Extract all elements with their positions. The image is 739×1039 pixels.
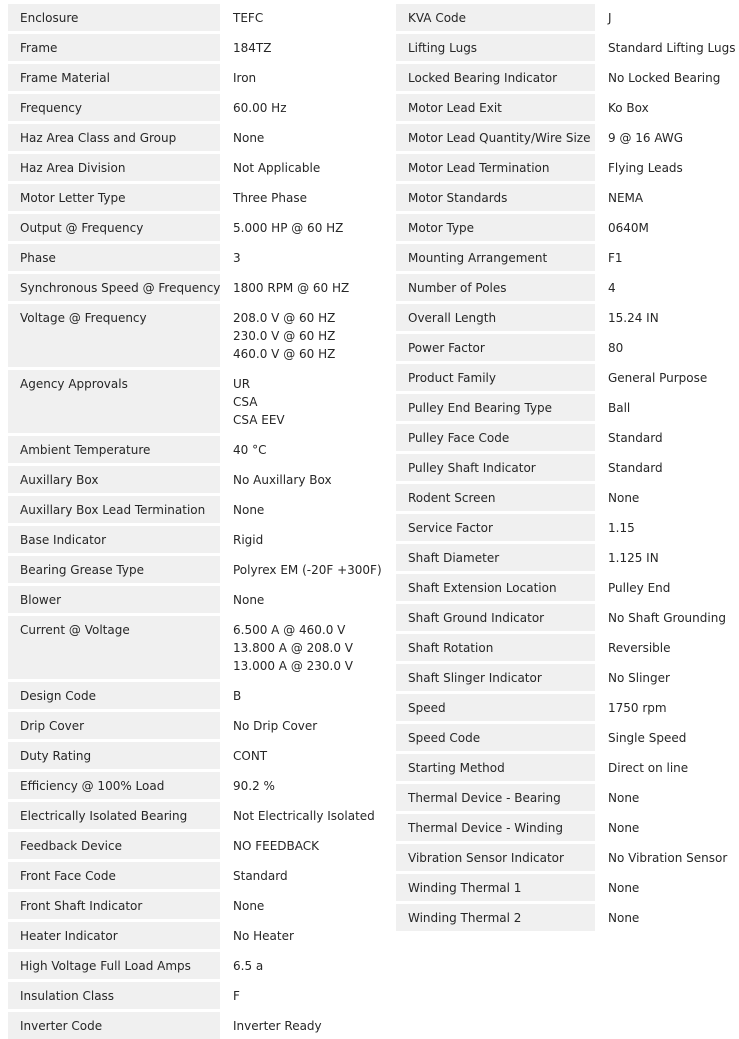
spec-value (595, 633, 739, 663)
spec-label: Phase (8, 243, 220, 273)
spec-row-motor-letter-type (8, 183, 358, 213)
spec-value-line: CONT (233, 747, 358, 765)
spec-value-line: 15.24 IN (608, 309, 739, 327)
spec-label: Design Code (8, 681, 220, 711)
spec-value (220, 921, 358, 951)
spec-row-speed (396, 693, 739, 723)
spec-value (595, 333, 739, 363)
spec-rows (8, 4, 358, 1039)
spec-value (220, 273, 358, 303)
spec-label: Output @ Frequency (8, 213, 220, 243)
spec-row-auxillary-box-lead-termination (8, 495, 358, 525)
spec-row-motor-standards (396, 183, 739, 213)
spec-value (595, 513, 739, 543)
spec-value (595, 843, 739, 873)
spec-value-line: 80 (608, 339, 739, 357)
spec-value-line: UR (233, 375, 358, 393)
spec-label: KVA Code (396, 4, 595, 33)
spec-row-agency-approvals (8, 369, 358, 435)
spec-label: Frequency (8, 93, 220, 123)
spec-row-base-indicator (8, 525, 358, 555)
spec-value-line: None (608, 789, 739, 807)
spec-label: Frame Material (8, 63, 220, 93)
spec-row-duty-rating (8, 741, 358, 771)
spec-value (595, 573, 739, 603)
spec-value-line: 6.5 a (233, 957, 358, 975)
spec-value (220, 495, 358, 525)
spec-value (220, 831, 358, 861)
spec-row-overall-length (396, 303, 739, 333)
spec-label: Agency Approvals (8, 369, 220, 435)
spec-row-motor-lead-quantity-wire-size (396, 123, 739, 153)
spec-label: Auxillary Box (8, 465, 220, 495)
spec-value (595, 723, 739, 753)
spec-value-line: General Purpose (608, 369, 739, 387)
spec-value (220, 93, 358, 123)
spec-value (595, 123, 739, 153)
spec-row-service-factor (396, 513, 739, 543)
spec-value (220, 369, 358, 435)
spec-value-line: 184TZ (233, 39, 358, 57)
spec-value (595, 393, 739, 423)
spec-row-thermal-device-bearing (396, 783, 739, 813)
spec-row-insulation-class (8, 981, 358, 1011)
spec-value-line: TEFC (233, 9, 358, 27)
spec-label: Mounting Arrangement (396, 243, 595, 273)
spec-value (220, 891, 358, 921)
spec-label: Winding Thermal 2 (396, 903, 595, 932)
spec-label: Ambient Temperature (8, 435, 220, 465)
spec-label: Motor Lead Exit (396, 93, 595, 123)
spec-label: Front Shaft Indicator (8, 891, 220, 921)
spec-label: Number of Poles (396, 273, 595, 303)
spec-value-line: 40 °C (233, 441, 358, 459)
spec-label: Locked Bearing Indicator (396, 63, 595, 93)
spec-row-front-shaft-indicator (8, 891, 358, 921)
spec-row-motor-type (396, 213, 739, 243)
spec-value-line: 1800 RPM @ 60 HZ (233, 279, 358, 297)
spec-value (220, 123, 358, 153)
spec-label: Speed Code (396, 723, 595, 753)
spec-value (220, 4, 358, 33)
spec-label: Blower (8, 585, 220, 615)
spec-row-mounting-arrangement (396, 243, 739, 273)
spec-value (220, 183, 358, 213)
spec-label: Power Factor (396, 333, 595, 363)
spec-value-line: 1750 rpm (608, 699, 739, 717)
spec-value (220, 243, 358, 273)
spec-value-line: 3 (233, 249, 358, 267)
spec-value (220, 711, 358, 741)
spec-row-drip-cover (8, 711, 358, 741)
spec-row-power-factor (396, 333, 739, 363)
spec-value-line: Not Electrically Isolated (233, 807, 358, 825)
spec-row-heater-indicator (8, 921, 358, 951)
spec-label: Base Indicator (8, 525, 220, 555)
spec-value-line: No Slinger (608, 669, 739, 687)
spec-label: Haz Area Class and Group (8, 123, 220, 153)
spec-label: Motor Letter Type (8, 183, 220, 213)
spec-label: Front Face Code (8, 861, 220, 891)
spec-label: Shaft Rotation (396, 633, 595, 663)
spec-label: Thermal Device - Bearing (396, 783, 595, 813)
spec-row-inverter-code (8, 1011, 358, 1039)
spec-value-line: No Shaft Grounding (608, 609, 739, 627)
spec-row-design-code (8, 681, 358, 711)
spec-row-front-face-code (8, 861, 358, 891)
spec-row-pulley-shaft-indicator (396, 453, 739, 483)
spec-row-haz-area-division (8, 153, 358, 183)
spec-value (220, 525, 358, 555)
spec-value (220, 585, 358, 615)
spec-label: Motor Lead Quantity/Wire Size (396, 123, 595, 153)
spec-value-line: Direct on line (608, 759, 739, 777)
spec-value-line: None (608, 879, 739, 897)
spec-value (220, 681, 358, 711)
spec-value (220, 33, 358, 63)
spec-value (220, 771, 358, 801)
spec-value-line: None (233, 897, 358, 915)
spec-row-number-of-poles (396, 273, 739, 303)
spec-value-line: Standard (608, 459, 739, 477)
spec-value (595, 903, 739, 932)
spec-value (220, 465, 358, 495)
spec-label: Insulation Class (8, 981, 220, 1011)
spec-row-frame (8, 33, 358, 63)
spec-value-line: 13.000 A @ 230.0 V (233, 657, 358, 675)
spec-row-pulley-face-code (396, 423, 739, 453)
spec-row-starting-method (396, 753, 739, 783)
spec-label: Service Factor (396, 513, 595, 543)
spec-row-electrically-isolated-bearing (8, 801, 358, 831)
spec-row-product-family (396, 363, 739, 393)
spec-row-shaft-slinger-indicator (396, 663, 739, 693)
spec-value-line: None (233, 129, 358, 147)
spec-value (595, 153, 739, 183)
spec-value (595, 453, 739, 483)
spec-value-line: CSA EEV (233, 411, 358, 429)
spec-value-line: None (233, 501, 358, 519)
spec-value-line: No Auxillary Box (233, 471, 358, 489)
spec-value-line: 4 (608, 279, 739, 297)
spec-label: Inverter Code (8, 1011, 220, 1039)
spec-label: High Voltage Full Load Amps (8, 951, 220, 981)
spec-value-line: 230.0 V @ 60 HZ (233, 327, 358, 345)
spec-value (595, 4, 739, 33)
spec-row-phase (8, 243, 358, 273)
spec-label: Lifting Lugs (396, 33, 595, 63)
spec-value-line: Inverter Ready (233, 1017, 358, 1035)
spec-value (220, 435, 358, 465)
spec-label: Heater Indicator (8, 921, 220, 951)
spec-value (220, 303, 358, 369)
spec-row-shaft-extension-location (396, 573, 739, 603)
spec-row-kva-code (396, 4, 739, 33)
spec-row-shaft-rotation (396, 633, 739, 663)
spec-row-thermal-device-winding (396, 813, 739, 843)
spec-value (220, 213, 358, 243)
spec-row-auxillary-box (8, 465, 358, 495)
spec-label: Frame (8, 33, 220, 63)
spec-value-line: CSA (233, 393, 358, 411)
specifications-table-right (396, 4, 739, 931)
spec-value-line: 13.800 A @ 208.0 V (233, 639, 358, 657)
spec-row-current-voltage (8, 615, 358, 681)
spec-label: Efficiency @ 100% Load (8, 771, 220, 801)
spec-value-line: None (608, 489, 739, 507)
spec-value-line: B (233, 687, 358, 705)
spec-label: Feedback Device (8, 831, 220, 861)
spec-label: Pulley End Bearing Type (396, 393, 595, 423)
spec-value-line: Standard (233, 867, 358, 885)
spec-label: Duty Rating (8, 741, 220, 771)
spec-value-line: Polyrex EM (-20F +300F) (233, 561, 358, 579)
spec-label: Synchronous Speed @ Frequency (8, 273, 220, 303)
spec-row-motor-lead-exit (396, 93, 739, 123)
spec-value (595, 273, 739, 303)
spec-value-line: Pulley End (608, 579, 739, 597)
spec-row-winding-thermal-1 (396, 873, 739, 903)
spec-value (595, 93, 739, 123)
spec-label: Shaft Slinger Indicator (396, 663, 595, 693)
spec-value-line: 1.125 IN (608, 549, 739, 567)
spec-value-line: 60.00 Hz (233, 99, 358, 117)
spec-label: Overall Length (396, 303, 595, 333)
spec-value (595, 753, 739, 783)
spec-value (595, 813, 739, 843)
spec-row-output-frequency (8, 213, 358, 243)
spec-value-line: Reversible (608, 639, 739, 657)
spec-label: Thermal Device - Winding (396, 813, 595, 843)
spec-value (595, 213, 739, 243)
spec-value-line: 460.0 V @ 60 HZ (233, 345, 358, 363)
spec-label: Bearing Grease Type (8, 555, 220, 585)
spec-value (595, 873, 739, 903)
spec-value-line: Ko Box (608, 99, 739, 117)
spec-label: Enclosure (8, 4, 220, 33)
spec-row-voltage-frequency (8, 303, 358, 369)
spec-value (220, 615, 358, 681)
spec-row-synchronous-speed-frequency (8, 273, 358, 303)
spec-value-line: Ball (608, 399, 739, 417)
spec-value-line: None (233, 591, 358, 609)
spec-value (595, 183, 739, 213)
spec-value-line: No Heater (233, 927, 358, 945)
spec-value-line: No Vibration Sensor (608, 849, 739, 867)
spec-value (595, 663, 739, 693)
spec-label: Motor Type (396, 213, 595, 243)
spec-row-speed-code (396, 723, 739, 753)
spec-value-line: Three Phase (233, 189, 358, 207)
spec-row-winding-thermal-2 (396, 903, 739, 932)
spec-value (220, 741, 358, 771)
spec-value-line: Rigid (233, 531, 358, 549)
spec-label: Motor Standards (396, 183, 595, 213)
spec-row-bearing-grease-type (8, 555, 358, 585)
spec-label: Pulley Shaft Indicator (396, 453, 595, 483)
spec-value (595, 693, 739, 723)
spec-value (220, 981, 358, 1011)
spec-value (595, 543, 739, 573)
spec-label: Motor Lead Termination (396, 153, 595, 183)
spec-label: Shaft Extension Location (396, 573, 595, 603)
spec-label: Rodent Screen (396, 483, 595, 513)
spec-value-line: 0640M (608, 219, 739, 237)
spec-row-ambient-temperature (8, 435, 358, 465)
spec-rows (396, 4, 739, 931)
spec-value (220, 555, 358, 585)
spec-value-line: Iron (233, 69, 358, 87)
spec-value (220, 861, 358, 891)
spec-value-line: No Locked Bearing (608, 69, 739, 87)
spec-value-line: 90.2 % (233, 777, 358, 795)
spec-value-line: 6.500 A @ 460.0 V (233, 621, 358, 639)
spec-row-frequency (8, 93, 358, 123)
spec-value (595, 303, 739, 333)
spec-label: Voltage @ Frequency (8, 303, 220, 369)
spec-value (595, 483, 739, 513)
spec-label: Shaft Diameter (396, 543, 595, 573)
spec-row-rodent-screen (396, 483, 739, 513)
spec-label: Pulley Face Code (396, 423, 595, 453)
spec-value (220, 1011, 358, 1039)
spec-row-haz-area-class-and-group (8, 123, 358, 153)
spec-value (595, 783, 739, 813)
spec-label: Speed (396, 693, 595, 723)
spec-value-line: Standard Lifting Lugs (608, 39, 739, 57)
spec-row-motor-lead-termination (396, 153, 739, 183)
spec-value-line: F1 (608, 249, 739, 267)
spec-value-line: Standard (608, 429, 739, 447)
spec-value-line: 208.0 V @ 60 HZ (233, 309, 358, 327)
spec-value-line: Not Applicable (233, 159, 358, 177)
spec-label: Product Family (396, 363, 595, 393)
spec-value-line: Single Speed (608, 729, 739, 747)
spec-value (220, 63, 358, 93)
spec-value-line: Flying Leads (608, 159, 739, 177)
spec-label: Vibration Sensor Indicator (396, 843, 595, 873)
spec-row-lifting-lugs (396, 33, 739, 63)
spec-label: Electrically Isolated Bearing (8, 801, 220, 831)
spec-row-enclosure (8, 4, 358, 33)
spec-value (595, 63, 739, 93)
spec-value-line: 5.000 HP @ 60 HZ (233, 219, 358, 237)
spec-value-line: None (608, 819, 739, 837)
spec-row-feedback-device (8, 831, 358, 861)
spec-label: Current @ Voltage (8, 615, 220, 681)
spec-label: Auxillary Box Lead Termination (8, 495, 220, 525)
spec-value-line: F (233, 987, 358, 1005)
spec-value-line: 9 @ 16 AWG (608, 129, 739, 147)
spec-value-line: 1.15 (608, 519, 739, 537)
spec-value (595, 363, 739, 393)
spec-row-vibration-sensor-indicator (396, 843, 739, 873)
spec-value-line: NEMA (608, 189, 739, 207)
spec-value (595, 603, 739, 633)
spec-value (595, 33, 739, 63)
spec-value-line: No Drip Cover (233, 717, 358, 735)
spec-value-line: J (608, 9, 739, 27)
spec-row-shaft-diameter (396, 543, 739, 573)
spec-label: Winding Thermal 1 (396, 873, 595, 903)
spec-value (220, 801, 358, 831)
spec-label: Drip Cover (8, 711, 220, 741)
spec-label: Starting Method (396, 753, 595, 783)
spec-value (220, 951, 358, 981)
spec-value (220, 153, 358, 183)
spec-row-efficiency-100-load (8, 771, 358, 801)
spec-value (595, 423, 739, 453)
spec-row-pulley-end-bearing-type (396, 393, 739, 423)
spec-label: Haz Area Division (8, 153, 220, 183)
spec-row-frame-material (8, 63, 358, 93)
spec-label: Shaft Ground Indicator (396, 603, 595, 633)
spec-row-high-voltage-full-load-amps (8, 951, 358, 981)
spec-value-line: None (608, 909, 739, 927)
spec-row-blower (8, 585, 358, 615)
specifications-table-left (8, 4, 358, 1039)
spec-row-shaft-ground-indicator (396, 603, 739, 633)
spec-value (595, 243, 739, 273)
spec-value-line: NO FEEDBACK (233, 837, 358, 855)
spec-row-locked-bearing-indicator (396, 63, 739, 93)
